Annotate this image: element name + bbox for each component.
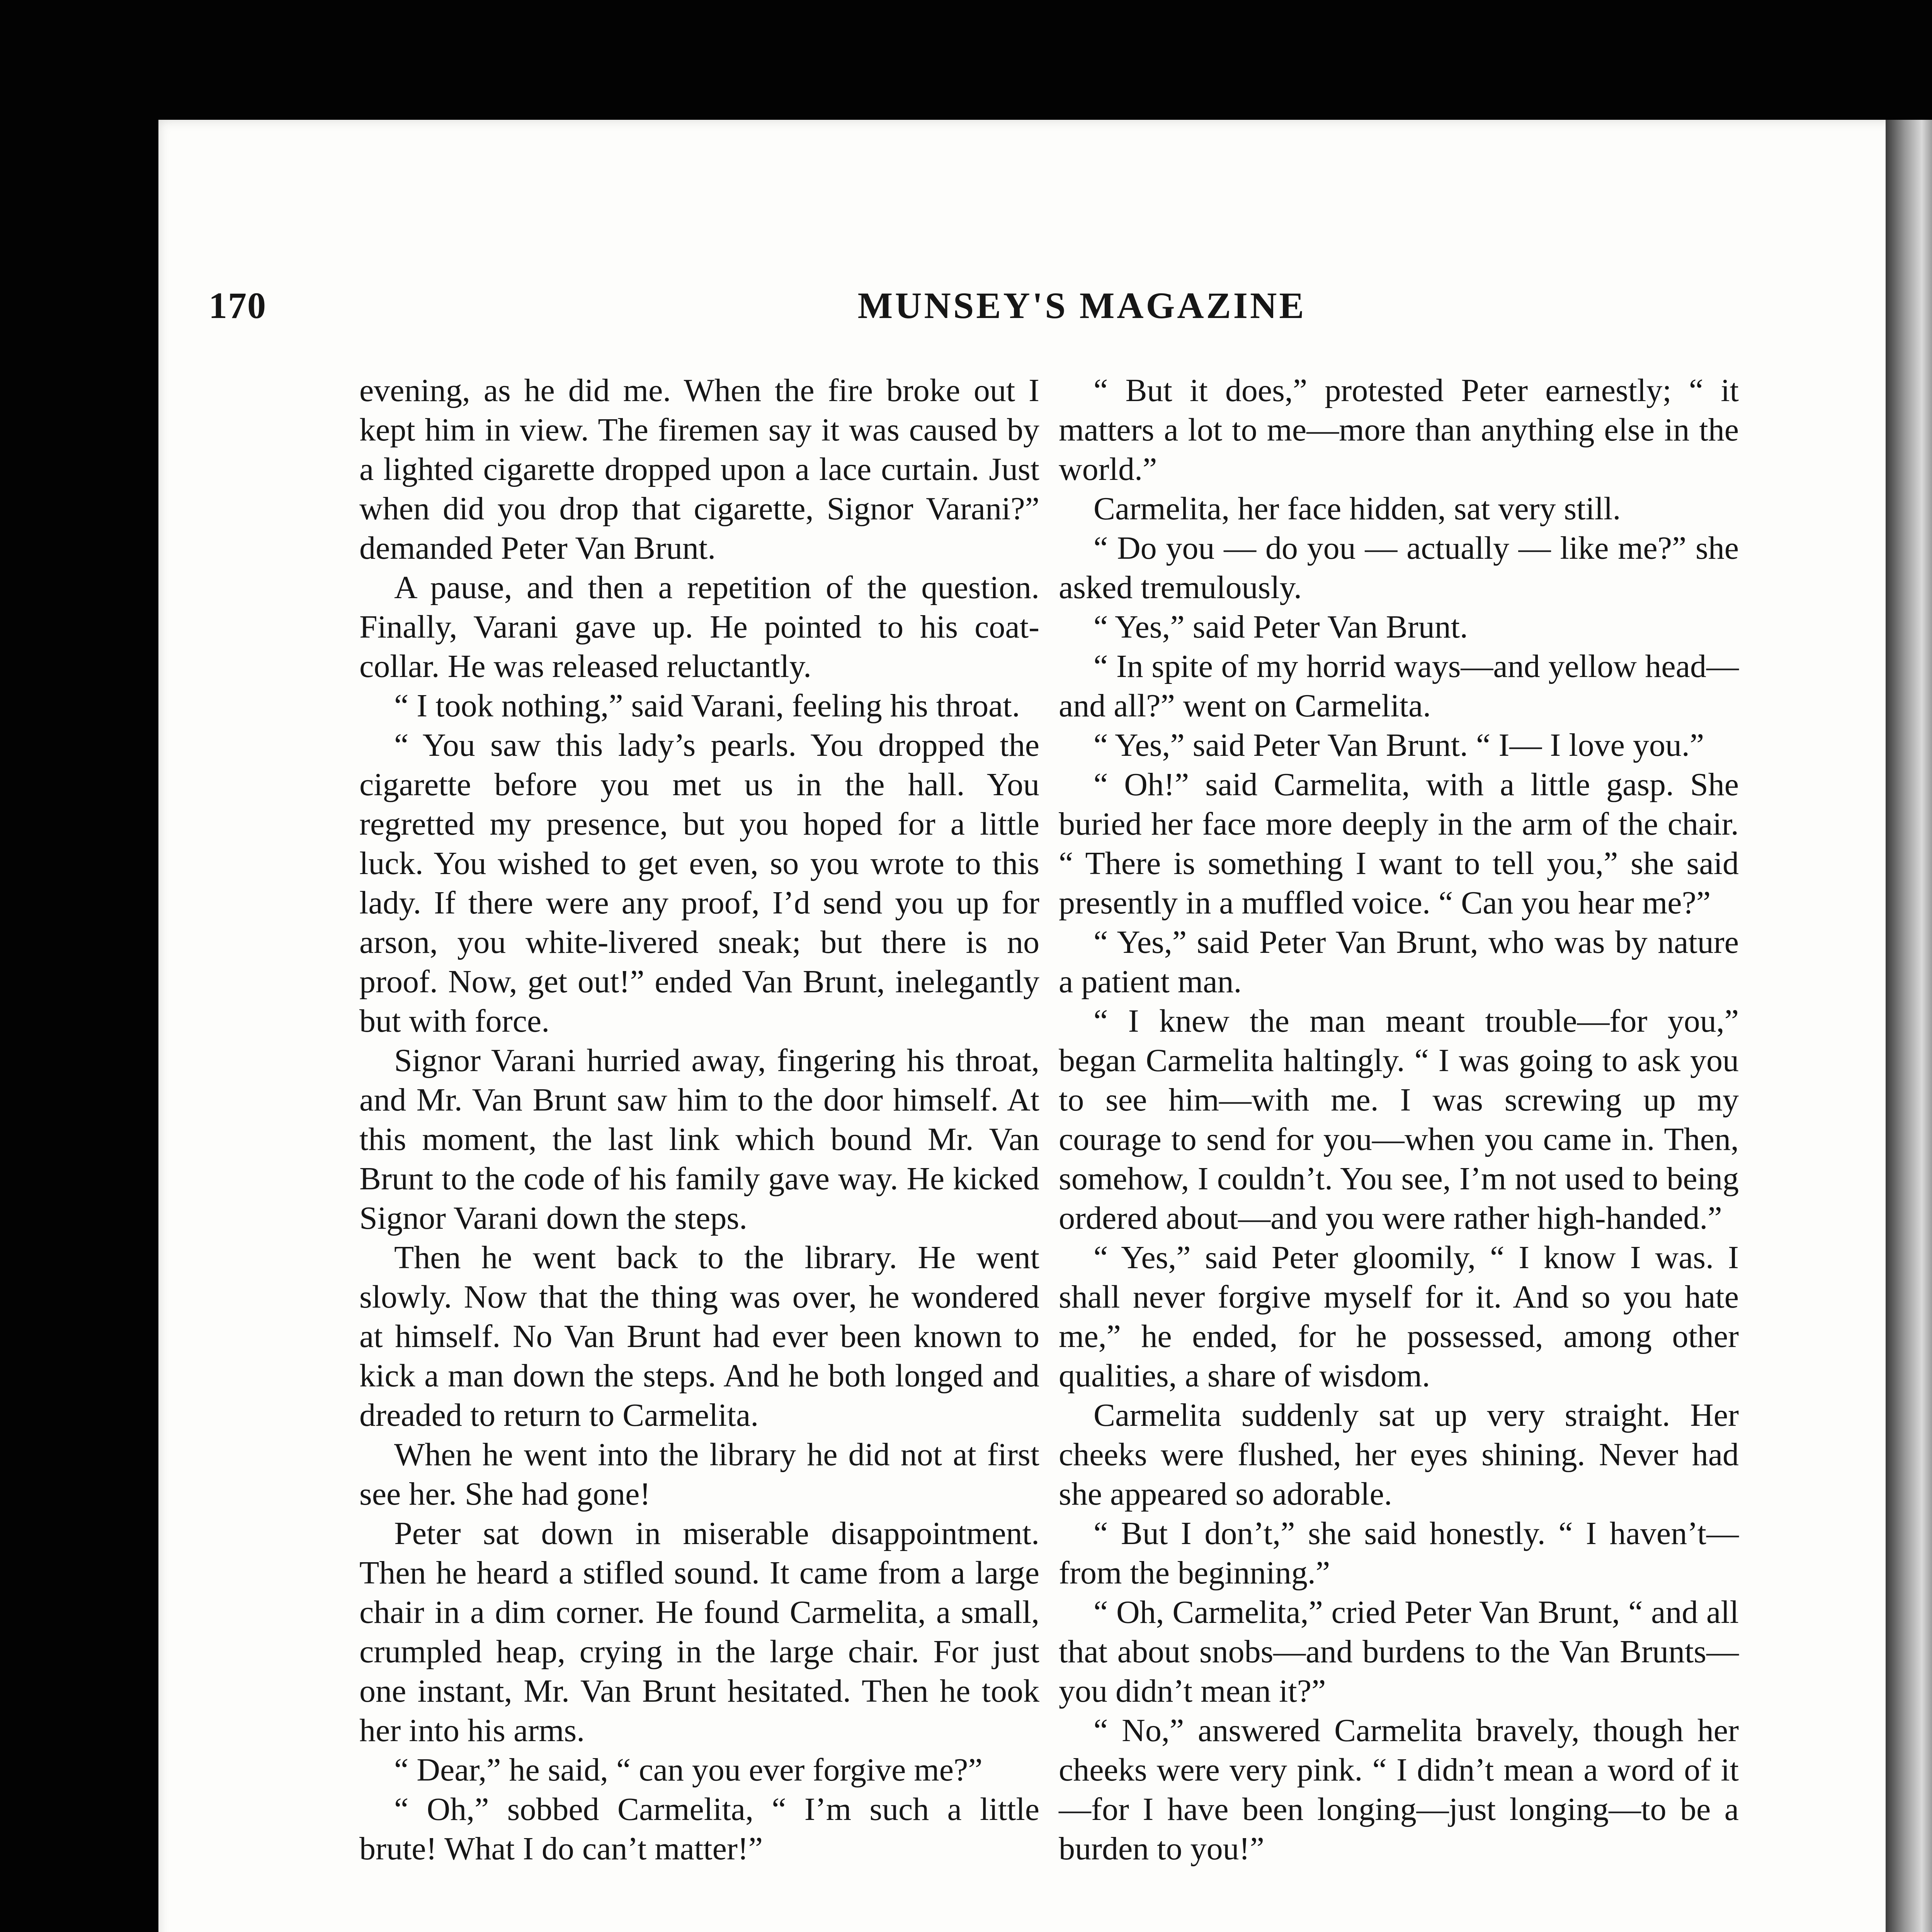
paragraph: “ Yes,” said Peter Van Brunt. [1094,609,1468,645]
paragraph: Then he went back to the library. He went slowly. Now that the thing was over, he wondered at himself. No Van Brunt had ever been known to kick a man down the steps. And he both longed and dreaded to return to Carmelita. [359,1240,1039,1433]
paragraph: “ Yes,” said Peter Van Brunt. “ I— I love you.” [1094,727,1704,763]
paragraph: “ Yes,” said Peter gloomily, “ I know I was. I shall never forgive myself for it. And so you hate me,” he ended, for he possessed, among other qualities, a share of wisdom. [1059,1240,1739,1394]
paragraph: A pause, and then a repetition of the question. Finally, Varani gave up. He pointed to his coat-collar. He was released reluctantly. [359,570,1039,684]
paragraph: Carmelita, her face hidden, sat very still. [1094,491,1621,527]
paragraph: Signor Varani hurried away, fingering his throat, and Mr. Van Brunt saw him to the door himself. At this moment, the last link which bound Mr. Van Brunt to the code of his family gave way. He kicked Signor Varani down the steps. [359,1043,1039,1236]
paragraph: “ I took nothing,” said Varani, feeling his throat. [394,688,1020,724]
running-title: MUNSEY'S MAGAZINE [857,285,1306,326]
paragraph: Peter sat down in miserable disappointment. Then he heard a stifled sound. It came from a large chair in a dim corner. He found Carmelita, a small, crumpled heap, crying in the large chair. For just one instant, Mr. Van Brunt hesitated. Then he took her into his arms. [359,1515,1039,1748]
paragraph: “ Yes,” said Peter Van Brunt, who was by nature a patient man. [1059,924,1739,1000]
paragraph: “ No,” answered Carmelita bravely, though her cheeks were very pink. “ I didn’t mean a word of it—for I have been longing—just longing—to be a burden to you!” [1059,1713,1739,1867]
page-number: 170 [209,285,267,326]
paragraph: “ I knew the man meant trouble—for you,” began Carmelita haltingly. “ I was going to ask you to see him—with me. I was screwing up my courage to send for you—when you came in. Then, somehow, I couldn’t. You see, I’m not used to being ordered about—and you were rather high-handed.” [1059,1003,1739,1236]
paragraph: “ But I don’t,” she said honestly. “ I haven’t—from the beginning.” [1059,1515,1739,1591]
paragraph: “ Oh, Carmelita,” cried Peter Van Brunt, “ and all that about snobs—and burdens to the Van Brunts—you didn’t mean it?” [1059,1594,1739,1709]
left-column [359,371,1039,1869]
book-spine [1886,120,1932,1932]
paragraph: “ Do you — do you — actually — like me?” she asked tremulously. [1059,530,1739,605]
paragraph: “ In spite of my horrid ways—and yellow head—and all?” went on Carmelita. [1059,648,1739,724]
paragraph: “ Dear,” he said, “ can you ever forgive me?” [394,1752,983,1788]
paragraph: evening, as he did me. When the fire broke out I kept him in view. The firemen say it was caused by a lighted cigarette dropped upon a lace curtain. Just when did you drop that cigarette, Signor Varani?” demanded Peter Van Brunt. [359,372,1039,566]
paragraph: “ Oh!” said Carmelita, with a little gasp. She buried her face more deeply in the arm of the chair. “ There is something I want to tell you,” she said presently in a muffled voice. “ Can you hear me?” [1059,767,1739,921]
paragraph: Carmelita suddenly sat up very straight. Her cheeks were flushed, her eyes shining. Never had she appeared so adorable. [1059,1397,1739,1512]
right-column [1059,371,1739,1869]
paragraph: When he went into the library he did not at first see her. She had gone! [359,1437,1039,1512]
paragraph: “ Oh,” sobbed Carmelita, “ I’m such a little brute! What I do can’t matter!” [359,1791,1039,1867]
paragraph: “ But it does,” protested Peter earnestly; “ it matters a lot to me—more than anything else in the world.” [1059,372,1739,487]
paragraph: “ You saw this lady’s pearls. You dropped the cigarette before you met us in the hall. You regretted my presence, but you hoped for a little luck. You wished to get even, so you wrote to this lady. If there were any proof, I’d send you up for arson, you white-livered sneak; but there is no proof. Now, get out!” ended Van Brunt, inelegantly but with force. [359,727,1039,1039]
